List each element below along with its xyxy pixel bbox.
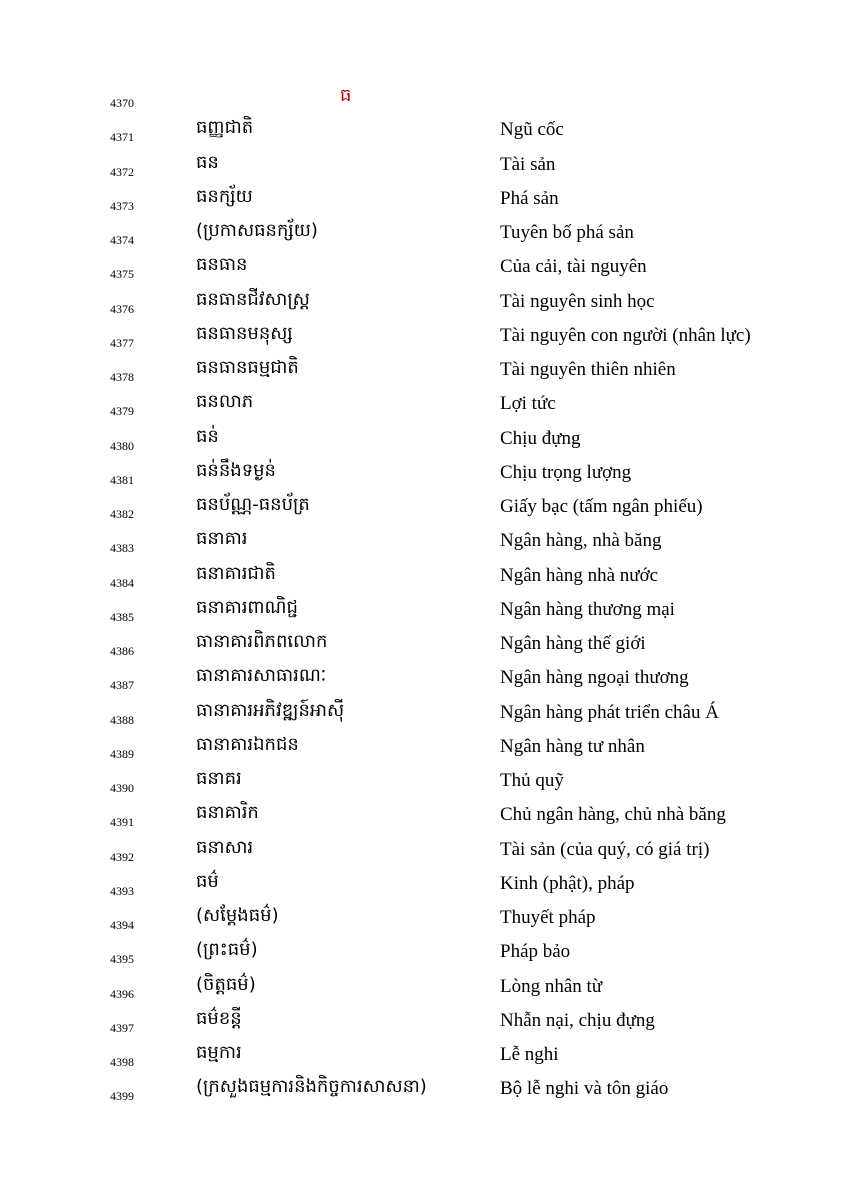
section-header-row [0, 80, 848, 114]
entry-number: 4392 [110, 849, 134, 864]
entry-row [0, 251, 848, 285]
entry-row [0, 628, 848, 662]
khmer-term: ធានាគារពិភពលោក [196, 631, 328, 652]
entry-row [0, 765, 848, 799]
entry-number: 4377 [110, 335, 134, 350]
entry-row [0, 902, 848, 936]
entry-number: 4382 [110, 507, 134, 521]
entry-row [0, 834, 848, 868]
vietnamese-translation: Lợi tức [500, 393, 556, 415]
khmer-term: ធនាគារិក [196, 802, 259, 824]
entry-number: 4396 [110, 986, 134, 1001]
vietnamese-translation: Ngân hàng, nhà băng [500, 530, 662, 552]
vietnamese-translation: Ngân hàng nhà nước [500, 564, 659, 586]
khmer-term: ធនធានជីវសាស្ត្រ [196, 288, 310, 310]
khmer-term: ធន [196, 151, 219, 173]
vietnamese-translation: Tài sản [500, 153, 556, 175]
khmer-term: ធញ្ញជាតិ [196, 117, 254, 139]
khmer-term: ធន់នឹងទម្ងន់ [196, 459, 276, 481]
entry-row [0, 354, 848, 388]
vietnamese-translation: Chịu trọng lượng [500, 461, 632, 483]
entry-number: 4378 [110, 370, 134, 384]
vietnamese-translation: Tài nguyên thiên nhiên [500, 359, 676, 380]
vietnamese-translation: Pháp bảo [500, 941, 571, 963]
vietnamese-translation: Nhẫn nại, chịu đựng [500, 1009, 655, 1031]
entry-row [0, 286, 848, 320]
entry-number: 4398 [110, 1055, 134, 1069]
entry-row [0, 183, 848, 217]
khmer-term: (ប្រកាសធនក្ស័យ) [196, 220, 318, 241]
entry-number: 4380 [110, 438, 134, 453]
khmer-term: ធនាគារជាតិ [196, 562, 276, 584]
entry-row [0, 491, 848, 525]
vietnamese-translation: Bộ lễ nghi và tôn giáo [500, 1078, 669, 1100]
khmer-term: (ចិត្តធម៌) [196, 973, 256, 995]
khmer-term: (ក្រសួងធម្មការនិងកិច្ចការសាសនា) [196, 1076, 427, 1098]
entry-row [0, 457, 848, 491]
entry-row [0, 731, 848, 765]
vietnamese-translation: Chịu đựng [500, 427, 581, 449]
entry-number: 4391 [110, 815, 134, 830]
entry-number: 4393 [110, 883, 134, 898]
entry-number: 4374 [110, 233, 134, 247]
khmer-term: ធានាគារអភិវឌ្ឍន៍អាស៊ី [196, 699, 345, 721]
entry-row [0, 1039, 848, 1073]
khmer-term: ធានាគារឯកជន [196, 733, 299, 755]
vietnamese-translation: Tài nguyên con người (nhân lực) [500, 324, 751, 346]
vietnamese-translation: Giấy bạc (tấm ngân phiếu) [500, 496, 703, 517]
entry-row [0, 320, 848, 354]
khmer-term: ធនាគារ [196, 528, 248, 550]
khmer-term: ធនាគរ [196, 768, 242, 789]
entry-number: 4370 [110, 96, 134, 110]
khmer-term: ធានាគារសាធារណៈ [196, 665, 327, 687]
vietnamese-translation: Phá sản [500, 187, 559, 209]
khmer-term: ធន់ [196, 425, 219, 447]
vietnamese-translation: Tuyên bố phá sản [500, 222, 634, 243]
entry-row [0, 217, 848, 251]
khmer-term: ធនធានមនុស្ស [196, 322, 293, 344]
vietnamese-translation: Lòng nhân từ [500, 975, 603, 997]
vietnamese-translation: Chủ ngân hàng, chủ nhà băng [500, 804, 726, 826]
entry-row [0, 868, 848, 902]
entry-number: 4383 [110, 541, 134, 556]
entry-row [0, 388, 848, 422]
entry-row [0, 799, 848, 833]
entry-row [0, 936, 848, 970]
vietnamese-translation: Ngân hàng phát triển châu Á [500, 701, 719, 723]
khmer-term: ធនាសារ [196, 836, 254, 858]
khmer-term: ធនធានធម្មជាតិ [196, 357, 299, 378]
khmer-term: (ព្រះធម៌) [196, 939, 258, 961]
vietnamese-translation: Ngân hàng ngoại thương [500, 667, 689, 689]
section-letter: ធ [340, 85, 352, 106]
entry-number: 4371 [110, 130, 134, 145]
entry-number: 4388 [110, 712, 134, 727]
entry-number: 4376 [110, 301, 134, 316]
vietnamese-translation: Ngân hàng tư nhân [500, 735, 645, 757]
entry-row [0, 114, 848, 148]
entry-number: 4375 [110, 267, 134, 282]
entry-number: 4384 [110, 575, 134, 590]
vietnamese-translation: Của cải, tài nguyên [500, 256, 647, 278]
vietnamese-translation: Lễ nghi [500, 1044, 559, 1065]
khmer-term: ធនលាភ [196, 391, 254, 413]
entry-row [0, 149, 848, 183]
entry-number: 4389 [110, 746, 134, 761]
vietnamese-translation: Ngũ cốc [500, 119, 564, 141]
vietnamese-translation: Thuyết pháp [500, 907, 596, 928]
entry-number: 4397 [110, 1020, 134, 1035]
khmer-term: ធម៌ [196, 870, 219, 892]
vietnamese-translation: Ngân hàng thương mại [500, 598, 675, 620]
entry-number: 4390 [110, 781, 134, 795]
entry-row [0, 594, 848, 628]
entry-row [0, 662, 848, 696]
khmer-term: ធម៌ខន្តី [196, 1007, 242, 1029]
entry-row [0, 1073, 848, 1107]
entry-number: 4385 [110, 609, 134, 624]
vietnamese-translation: Ngân hàng thế giới [500, 633, 646, 654]
vietnamese-translation: Tài sản (của quý, có giá trị) [500, 838, 710, 860]
entry-number: 4399 [110, 1089, 134, 1104]
entry-number: 4373 [110, 198, 134, 213]
entry-row [0, 423, 848, 457]
entry-number: 4372 [110, 164, 134, 179]
entry-number: 4379 [110, 404, 134, 419]
khmer-term: ធនក្ស័យ [196, 185, 253, 207]
entry-row [0, 560, 848, 594]
entry-number: 4394 [110, 918, 134, 932]
entry-row [0, 697, 848, 731]
entry-row [0, 971, 848, 1005]
entry-number: 4386 [110, 644, 134, 658]
khmer-term: (សម្តែងធម៌) [196, 905, 279, 926]
entry-number: 4395 [110, 952, 134, 967]
entry-row [0, 1005, 848, 1039]
entry-number: 4381 [110, 472, 134, 487]
khmer-term: ធនាគារពាណិជ្ជ [196, 596, 298, 618]
vietnamese-translation: Thủ quỹ [500, 770, 564, 791]
vietnamese-translation: Kinh (phật), pháp [500, 872, 635, 894]
entry-number: 4387 [110, 678, 134, 693]
entry-row [0, 525, 848, 559]
khmer-term: ធនធាន [196, 254, 248, 276]
vietnamese-translation: Tài nguyên sinh học [500, 290, 655, 312]
khmer-term: ធម្មការ [196, 1042, 242, 1063]
khmer-term: ធនប័ណ្ណ-ធនប័ត្រ [196, 494, 310, 515]
